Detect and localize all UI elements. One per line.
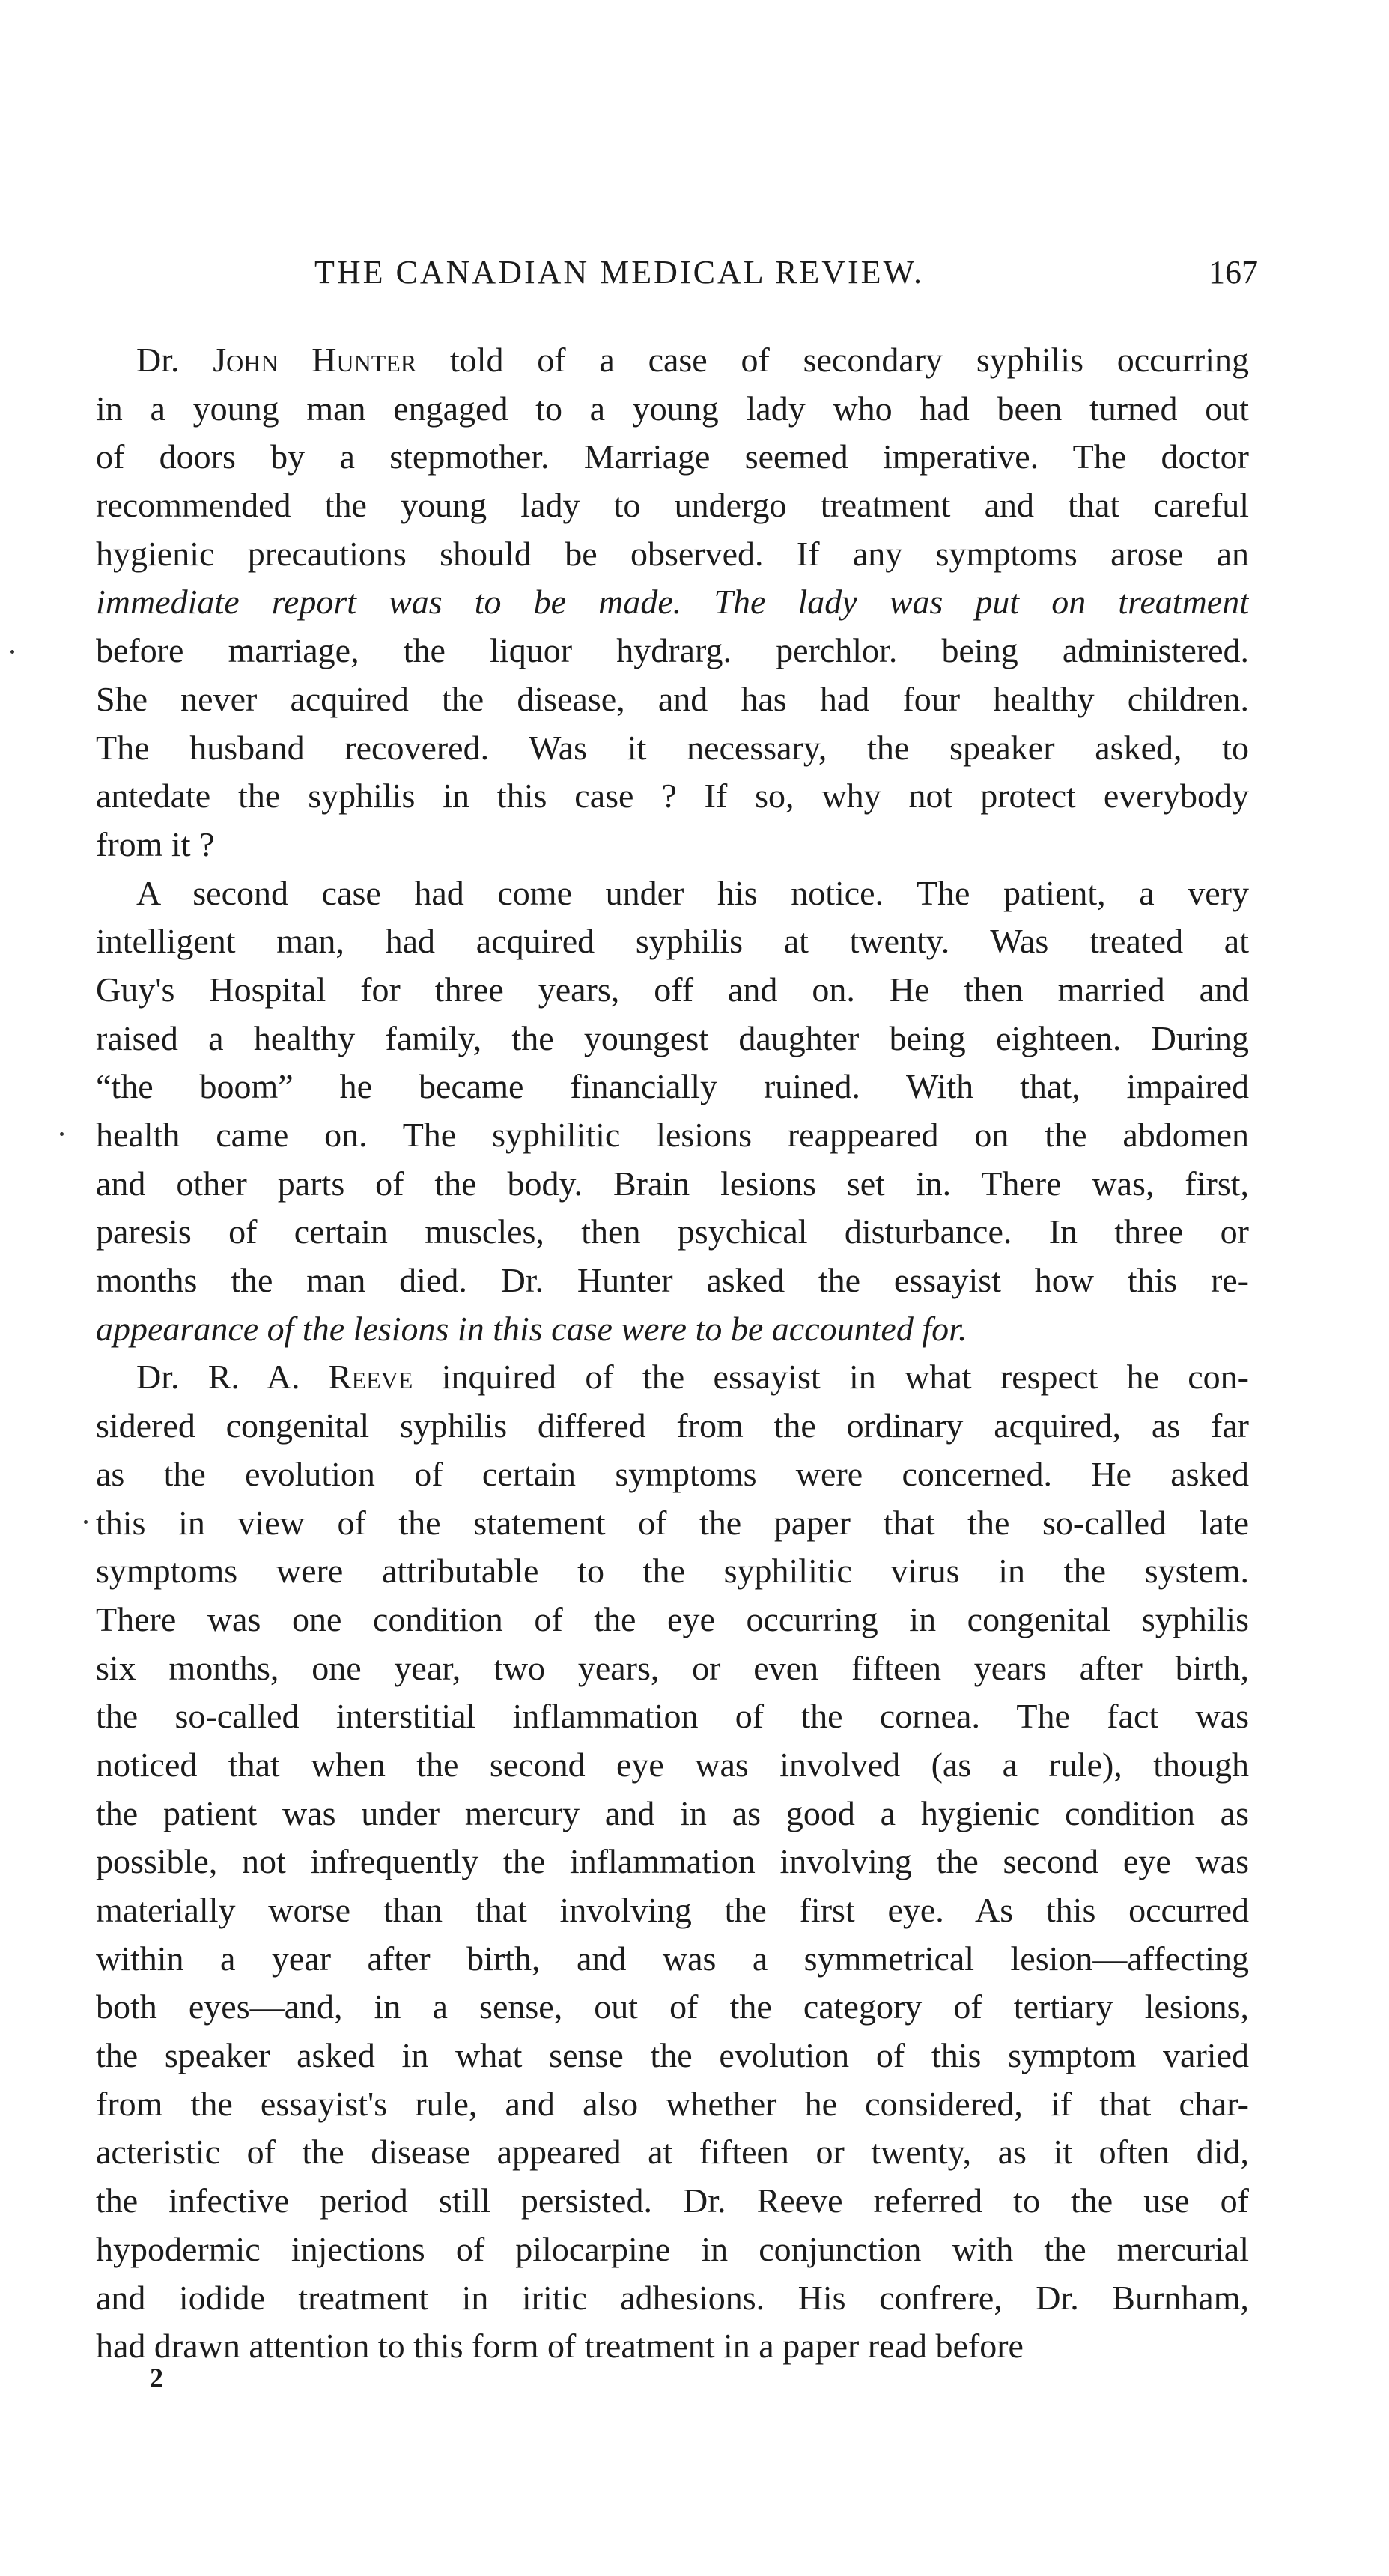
speaker-name: Reeve xyxy=(328,1358,413,1397)
line-text: raised a healthy family, the youngest daughter being eighteen. During xyxy=(96,1018,1249,1057)
line-prefix: Dr. xyxy=(136,341,213,379)
text-line xyxy=(96,917,1249,966)
text-line xyxy=(96,1499,1249,1548)
scan-speck xyxy=(84,1520,88,1524)
line-text: A second case had come under his notice. The patient, a very xyxy=(136,873,1249,912)
text-line xyxy=(96,1741,1249,1790)
text-line xyxy=(96,821,1249,869)
text-line xyxy=(96,1790,1249,1838)
text-line xyxy=(96,675,1249,724)
text-line xyxy=(96,1160,1249,1209)
text-line xyxy=(96,1305,1249,1354)
line-text: antedate the syphilis in this case ? If so, why not protect everybody xyxy=(96,777,1249,815)
line-text: materially worse than that involving the first eye. As this occurred xyxy=(96,1891,1249,1929)
text-line xyxy=(96,2322,1249,2371)
text-line xyxy=(96,1596,1249,1644)
line-text: The husband recovered. Was it necessary, the speaker asked, to xyxy=(96,728,1249,767)
text-line xyxy=(96,1257,1249,1305)
line-text: of doors by a stepmother. Marriage seemed imperative. The doctor xyxy=(96,437,1249,476)
line-text: hypodermic injections of pilocarpine in conjunction with the mercurial xyxy=(96,2229,1249,2268)
paragraph xyxy=(96,336,1249,869)
scan-speck xyxy=(10,650,14,654)
line-text: the speaker asked in what sense the evolution of this symptom varied xyxy=(96,2036,1249,2075)
page-number: 167 xyxy=(1209,254,1258,291)
line-text: possible, not infrequently the inflammation involving the second eye was xyxy=(96,1842,1249,1881)
line-text: recommended the young lady to undergo treatment and that careful xyxy=(96,486,1249,525)
article-body xyxy=(96,336,1249,2371)
text-line xyxy=(96,772,1249,821)
text-line xyxy=(96,1353,1249,1402)
text-line xyxy=(96,1644,1249,1693)
line-text: six months, one year, two years, or even fifteen years after birth, xyxy=(96,1648,1249,1687)
speaker-name: John Hunter xyxy=(213,341,417,379)
line-text: and iodide treatment in iritic adhesions. His confrere, Dr. Burnham, xyxy=(96,2278,1249,2317)
line-text: noticed that when the second eye was involved (as a rule), though xyxy=(96,1745,1249,1784)
text-line xyxy=(96,2080,1249,2129)
line-text: Guy's Hospital for three years, off and on. He then married and xyxy=(96,970,1249,1009)
line-text: within a year after birth, and was a symmetrical lesion—affecting xyxy=(96,1939,1249,1978)
paragraph xyxy=(96,869,1249,1354)
line-text: appearance of the lesions in this case were to be accounted for. xyxy=(96,1309,967,1348)
paragraph xyxy=(96,1353,1249,2370)
text-line xyxy=(96,336,1249,385)
line-text: “the boom” he became financially ruined. With that, impaired xyxy=(96,1067,1249,1106)
text-line xyxy=(96,482,1249,530)
line-text: hygienic precautions should be observed. If any symptoms arose an xyxy=(96,534,1249,573)
line-text: as the evolution of certain symptoms were concerned. He asked xyxy=(96,1454,1249,1493)
line-text: in a young man engaged to a young lady who had been turned out xyxy=(96,389,1249,428)
line-text: She never acquired the disease, and has had four healthy children. xyxy=(96,679,1249,718)
line-text: intelligent man, had acquired syphilis at twenty. Was treated at xyxy=(96,922,1249,961)
text-line xyxy=(96,578,1249,627)
line-text: and other parts of the body. Brain lesions set in. There was, first, xyxy=(96,1164,1249,1203)
text-line xyxy=(96,385,1249,434)
line-text: this in view of the statement of the paper that the so-called late xyxy=(96,1503,1249,1542)
text-line xyxy=(96,530,1249,579)
line-text: symptoms were attributable to the syphilitic virus in the system. xyxy=(96,1552,1249,1591)
text-line xyxy=(96,1208,1249,1257)
text-line xyxy=(96,1935,1249,1984)
line-text: There was one condition of the eye occurring in congenital syphilis xyxy=(96,1600,1249,1638)
line-text: from the essayist's rule, and also whether he considered, if that char- xyxy=(96,2084,1249,2123)
line-text: had drawn attention to this form of treatment in a paper read before xyxy=(96,2327,1024,2366)
text-line xyxy=(96,869,1249,918)
text-line xyxy=(96,1063,1249,1111)
text-line xyxy=(96,433,1249,482)
scan-speck xyxy=(60,1132,64,1136)
text-line xyxy=(96,1838,1249,1886)
line-text: told of a case of secondary syphilis occurring xyxy=(416,341,1249,379)
line-text: months the man died. Dr. Hunter asked the essayist how this re- xyxy=(96,1261,1249,1300)
text-line xyxy=(96,1402,1249,1450)
text-line xyxy=(96,2177,1249,2226)
line-text: both eyes—and, in a sense, out of the category of tertiary lesions, xyxy=(96,1987,1249,2026)
text-line xyxy=(96,1015,1249,1063)
text-line xyxy=(96,966,1249,1015)
line-text: the patient was under mercury and in as good a hygienic condition as xyxy=(96,1793,1249,1832)
line-text: immediate report was to be made. The lady was put on treatment xyxy=(96,583,1249,622)
line-text: before marriage, the liquor hydrarg. perchlor. being administered. xyxy=(96,631,1249,670)
line-text: paresis of certain muscles, then psychical disturbance. In three or xyxy=(96,1212,1249,1251)
text-line xyxy=(96,1450,1249,1499)
text-line xyxy=(96,2274,1249,2323)
text-line xyxy=(96,2128,1249,2177)
running-title: THE CANADIAN MEDICAL REVIEW. xyxy=(314,254,924,291)
text-line xyxy=(96,1111,1249,1160)
text-line xyxy=(96,2226,1249,2274)
line-prefix: Dr. R. A. xyxy=(136,1358,329,1397)
line-text: acteristic of the disease appeared at fifteen or twenty, as it often did, xyxy=(96,2133,1249,2172)
text-line xyxy=(96,724,1249,773)
text-line xyxy=(96,1983,1249,2032)
text-line xyxy=(96,627,1249,675)
line-text: inquired of the essayist in what respect he con- xyxy=(413,1358,1249,1397)
line-text: the so-called interstitial inflammation of the cornea. The fact was xyxy=(96,1697,1249,1736)
text-line xyxy=(96,2032,1249,2080)
line-text: sidered congenital syphilis differed from the ordinary acquired, as far xyxy=(96,1406,1249,1445)
line-text: health came on. The syphilitic lesions reappeared on the abdomen xyxy=(96,1116,1249,1154)
text-line xyxy=(96,1886,1249,1935)
text-line xyxy=(96,1547,1249,1596)
line-text: the infective period still persisted. Dr. Reeve referred to the use of xyxy=(96,2181,1249,2220)
line-text: from it ? xyxy=(96,824,215,863)
page-header xyxy=(90,253,1258,306)
text-line xyxy=(96,1692,1249,1741)
signature-mark: 2 xyxy=(150,2363,163,2393)
